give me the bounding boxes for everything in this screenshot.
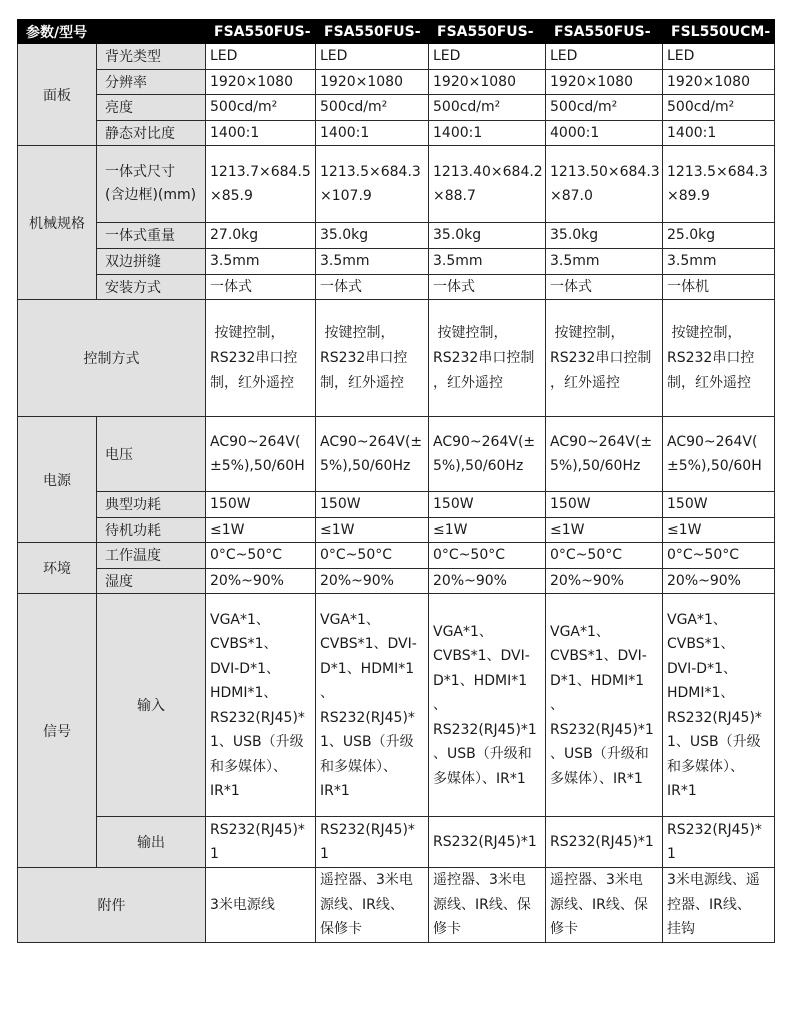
cell: 1920×1080 [546,69,663,95]
cell: 20%~90% [546,568,663,594]
label-size: 一体式尺寸 (含边框)(mm) [97,146,206,223]
group-mechanical: 机械规格 [18,146,97,300]
cell: 1213.7×684.5 ×85.9 [206,146,316,223]
cell: 150W [663,492,775,518]
label-backlight: 背光类型 [97,44,206,70]
cell: 35.0kg [546,223,663,249]
group-panel: 面板 [18,44,97,146]
cell: 遥控器、3米电 源线、IR线、保 修卡 [546,868,663,943]
row-humidity [18,568,775,594]
label-typical-power: 典型功耗 [97,492,206,518]
cell: 一体式 [546,274,663,300]
group-power: 电源 [18,417,97,543]
cell: 27.0kg [206,223,316,249]
header-row [18,20,775,44]
cell: 按键控制， RS232串口控 制，红外遥控 [316,300,429,417]
cell: 按键控制， RS232串口控 制，红外遥控 [663,300,775,417]
cell: 0°C~50°C [316,543,429,569]
cell: VGA*1、 CVBS*1、 DVI-D*1、 HDMI*1、 RS232(RJ45)* 1、USB（升级 和多媒体）、 IR*1 [206,594,316,817]
cell: 遥控器、3米电 源线、IR线、保 修卡 [429,868,546,943]
label-weight: 一体式重量 [97,223,206,249]
cell: 1920×1080 [429,69,546,95]
cell: RS232(RJ45)* 1 [316,817,429,868]
cell: 20%~90% [206,568,316,594]
cell: LED [663,44,775,70]
cell: 1400:1 [663,120,775,146]
cell: 500cd/m² [663,95,775,121]
cell: RS232(RJ45)*1 [429,817,546,868]
group-env: 环境 [18,543,97,594]
cell: 3.5mm [316,248,429,274]
label-control: 控制方式 [18,300,206,417]
model-header-5: FSL550UCM- [663,20,775,44]
model-header-1: FSA550FUS- [206,20,316,44]
row-contrast [18,120,775,146]
cell: 按键控制， RS232串口控制 ，红外遥控 [546,300,663,417]
cell: ≤1W [429,517,546,543]
cell: 一体机 [663,274,775,300]
cell: 3.5mm [663,248,775,274]
cell: VGA*1、 CVBS*1、DVI- D*1、HDMI*1 、 RS232(RJ45)*1 、USB（升级和 多媒体）、IR*1 [429,594,546,817]
row-control [18,300,775,417]
cell: LED [316,44,429,70]
cell: 3.5mm [546,248,663,274]
cell: AC90~264V( ±5%),50/60H [663,417,775,492]
cell: 20%~90% [429,568,546,594]
cell: 1920×1080 [316,69,429,95]
cell: 500cd/m² [206,95,316,121]
row-brightness [18,95,775,121]
cell: 35.0kg [316,223,429,249]
cell: 4000:1 [546,120,663,146]
cell: AC90~264V( ±5%),50/60H [206,417,316,492]
model-header-3: FSA550FUS- [429,20,546,44]
cell: 0°C~50°C [206,543,316,569]
cell: VGA*1、 CVBS*1、DVI- D*1、HDMI*1 、 RS232(RJ45)* 1、USB（升级 和多媒体）、 IR*1 [316,594,429,817]
label-voltage: 电压 [97,417,206,492]
label-humidity: 湿度 [97,568,206,594]
label-contrast: 静态对比度 [97,120,206,146]
cell: 25.0kg [663,223,775,249]
model-header-4: FSA550FUS- [546,20,663,44]
cell: VGA*1、 CVBS*1、DVI- D*1、HDMI*1 、 RS232(RJ45)*1 、USB（升级和 多媒体）、IR*1 [546,594,663,817]
row-backlight [18,44,775,70]
cell: 150W [206,492,316,518]
cell: 35.0kg [429,223,546,249]
cell: 500cd/m² [546,95,663,121]
spec-table [17,19,775,943]
cell: LED [546,44,663,70]
label-temperature: 工作温度 [97,543,206,569]
cell: 3米电源线 [206,868,316,943]
cell: ≤1W [206,517,316,543]
cell: 1213.40×684.2 ×88.7 [429,146,546,223]
cell: LED [429,44,546,70]
row-size [18,146,775,223]
label-standby-power: 待机功耗 [97,517,206,543]
cell: 1213.50×684.3 ×87.0 [546,146,663,223]
cell: LED [206,44,316,70]
row-voltage [18,417,775,492]
cell: AC90~264V(± 5%),50/60Hz [429,417,546,492]
cell: AC90~264V(± 5%),50/60Hz [546,417,663,492]
row-install [18,274,775,300]
param-model-header: 参数/型号 [18,20,206,44]
cell: 1213.5×684.3 ×89.9 [663,146,775,223]
cell: RS232(RJ45)*1 [546,817,663,868]
row-accessories [18,868,775,943]
cell: RS232(RJ45)* 1 [206,817,316,868]
row-temperature [18,543,775,569]
cell: AC90~264V(± 5%),50/60Hz [316,417,429,492]
cell: 按键控制， RS232串口控制 ，红外遥控 [429,300,546,417]
cell: 1400:1 [316,120,429,146]
cell: 1920×1080 [663,69,775,95]
cell: 1400:1 [429,120,546,146]
cell: 150W [546,492,663,518]
cell: 一体式 [206,274,316,300]
row-standby-power [18,517,775,543]
cell: 一体式 [316,274,429,300]
cell: 1400:1 [206,120,316,146]
cell: ≤1W [316,517,429,543]
cell: 0°C~50°C [429,543,546,569]
cell: 按键控制， RS232串口控 制，红外遥控 [206,300,316,417]
cell: 150W [429,492,546,518]
row-weight [18,223,775,249]
row-bezel [18,248,775,274]
row-resolution [18,69,775,95]
cell: 20%~90% [316,568,429,594]
label-install: 安装方式 [97,274,206,300]
cell: 遥控器、3米电 源线、IR线、 保修卡 [316,868,429,943]
label-accessories: 附件 [18,868,206,943]
cell: 3米电源线、遥 控器、IR线、 挂钩 [663,868,775,943]
cell: 150W [316,492,429,518]
model-header-2: FSA550FUS- [316,20,429,44]
cell: ≤1W [546,517,663,543]
label-output: 输出 [97,817,206,868]
cell: 0°C~50°C [663,543,775,569]
cell: 一体式 [429,274,546,300]
cell: 3.5mm [429,248,546,274]
label-input: 输入 [97,594,206,817]
cell: 20%~90% [663,568,775,594]
label-resolution: 分辨率 [97,69,206,95]
cell: ≤1W [663,517,775,543]
cell: 1920×1080 [206,69,316,95]
row-typical-power [18,492,775,518]
cell: VGA*1、 CVBS*1、 DVI-D*1、 HDMI*1、 RS232(RJ45)* 1、USB（升级 和多媒体）、 IR*1 [663,594,775,817]
cell: 500cd/m² [316,95,429,121]
cell: 1213.5×684.3 ×107.9 [316,146,429,223]
cell: RS232(RJ45)* 1 [663,817,775,868]
label-brightness: 亮度 [97,95,206,121]
row-signal-output [18,817,775,868]
cell: 3.5mm [206,248,316,274]
row-signal-input [18,594,775,817]
cell: 500cd/m² [429,95,546,121]
group-signal: 信号 [18,594,97,868]
label-bezel: 双边拼缝 [97,248,206,274]
cell: 0°C~50°C [546,543,663,569]
